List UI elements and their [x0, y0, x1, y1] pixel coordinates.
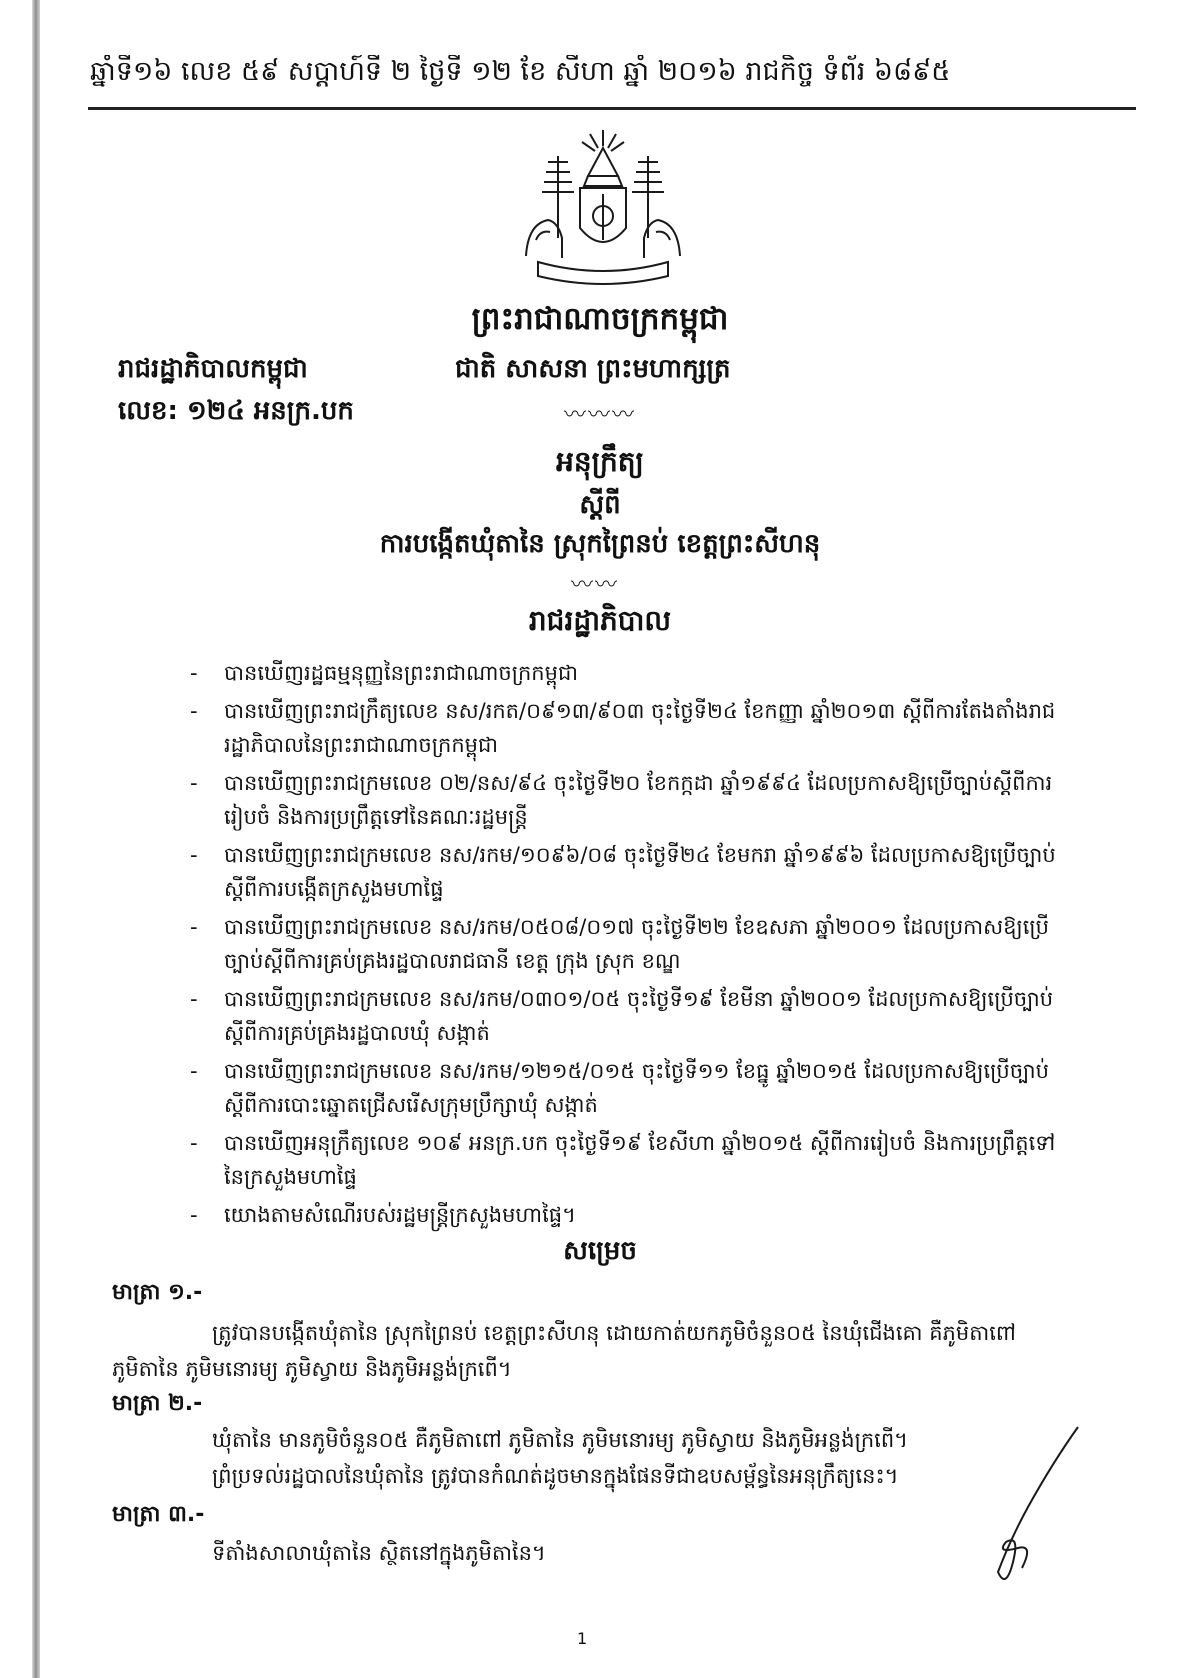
recital-text: បានឃើញព្រះរាជក្រមលេខ ០២/នស/៩៤ ចុះថ្ងៃទី២០ ខែកក្កដា ឆ្នាំ១៩៩៤ ដែលប្រកាសឱ្យប្រើច្បាប់ស្តីពីការរៀបចំ និងការប្រព្រឹត្តទៅនៃគណៈរដ្ឋមន្ត្រី — [224, 771, 1053, 829]
recital-item — [190, 766, 1060, 834]
gazette-header: ឆ្នាំទី១៦ លេខ ៥៩ សប្តាហ៍ទី ២ ថ្ងៃទី ១២ ខែ សីហា ឆ្នាំ ២០១៦ រាជកិច្ច ទំព័រ ៦៨៩៥ — [90, 56, 951, 87]
recitals-list — [190, 656, 1060, 1236]
bullet-dash: - — [190, 1203, 198, 1227]
recital-text: បានឃើញព្រះរាជក្រមលេខ នស/រកម/០៥០៨/០១៧ ចុះថ្ងៃទី២២ ខែឧសភា ឆ្នាំ២០០១ ដែលប្រកាសឱ្យប្រើច្បាប់ស្តីពីការគ្រប់គ្រងរដ្ឋបាលរាជធានី ខេត្ត ក្រុង ស្រុក ខណ្ឌ — [224, 915, 1049, 973]
bullet-dash: - — [190, 771, 198, 795]
recital-item — [190, 694, 1060, 762]
reference-number: លេខ: ១២៤ អនក្រ.បក — [118, 396, 354, 426]
article-1-text: ត្រូវបានបង្កើតឃុំតានៃ ស្រុកព្រៃនប់ ខេត្តព្រះសីហនុ ដោយកាត់យកភូមិចំនួន០៥ នៃឃុំជើងគោ គឺភូមិតាពៅ ភូមិតានៃ ភូមិមនោរម្យ ភូមិស្វាយ និងភូមិអន្លង់ក្រពើ។ — [112, 1321, 1016, 1381]
bullet-dash: - — [190, 1131, 198, 1155]
header-rule — [88, 107, 1136, 110]
article-3-text: ទីតាំងសាលាឃុំតានៃ ស្ថិតនៅក្នុងភូមិតានៃ។ — [212, 1541, 546, 1565]
signature-icon — [958, 1422, 1098, 1592]
recital-text: បានឃើញព្រះរាជក្រមលេខ នស/រកម/០៣០១/០៥ ចុះថ្ងៃទី១៩ ខែមីនា ឆ្នាំ២០០១ ដែលប្រកាសឱ្យប្រើច្បាប់ស្តីពីការគ្រប់គ្រងរដ្ឋបាលឃុំ សង្កាត់ — [224, 987, 1054, 1045]
bullet-dash: - — [190, 661, 198, 685]
recital-item — [190, 1126, 1060, 1194]
recital-item — [190, 982, 1060, 1050]
recital-text: បានឃើញព្រះរាជក្រមលេខ នស/រកម/១២១៥/០១៥ ចុះថ្ងៃទី១១ ខែធ្នូ ឆ្នាំ២០១៥ ដែលប្រកាសឱ្យប្រើច្បាប់ស្តីពីការបោះឆ្នោតជ្រើសរើសក្រុមប្រឹក្សាឃុំ សង្កាត់ — [224, 1059, 1049, 1117]
article-2-heading: មាត្រា ២.- — [112, 1391, 203, 1416]
recital-text: បានឃើញអនុក្រឹត្យលេខ ១០៩ អនក្រ.បក ចុះថ្ងៃទី១៩ ខែសីហា ឆ្នាំ២០១៥ ស្តីពីការរៀបចំ និងការប្រព្រឹត្តទៅនៃក្រសួងមហាផ្ទៃ — [224, 1131, 1056, 1189]
decree-about: ស្តីពី — [579, 490, 621, 520]
recital-item — [190, 910, 1060, 978]
bullet-dash: - — [190, 843, 198, 867]
article-3-heading: មាត្រា ៣.- — [112, 1502, 205, 1527]
recital-item — [190, 1054, 1060, 1122]
recital-text: បានឃើញព្រះរាជក្រមលេខ នស/រកម/១០៩៦/០៨ ចុះថ្ងៃទី២៤ ខែមករា ឆ្នាំ១៩៩៦ ដែលប្រកាសឱ្យប្រើច្បាប់ស្តីពីការបង្កើតក្រសួងមហាផ្ទៃ — [224, 843, 1056, 901]
ornament-divider: 〰〰〰 — [563, 403, 636, 428]
recital-text: បានឃើញព្រះរាជក្រឹត្យលេខ នស/រកត/០៩១៣/៩០៣ ចុះថ្ងៃទី២៤ ខែកញ្ញា ឆ្នាំ២០១៣ ស្តីពីការតែងតាំងរាជរដ្ឋាភិបាលនៃព្រះរាជាណាចក្រកម្ពុជា — [224, 699, 1056, 757]
bullet-dash: - — [190, 1059, 198, 1083]
royal-arms-emblem-icon — [518, 128, 688, 293]
bullet-dash: - — [190, 987, 198, 1011]
recital-item — [190, 656, 1060, 690]
page-number: 1 — [577, 1629, 588, 1648]
bullet-dash: - — [190, 699, 198, 723]
decree-subject: ការបង្កើតឃុំតានៃ ស្រុកព្រៃនប់ ខេត្តព្រះសីហនុ — [379, 529, 821, 559]
article-2-line-2: ព្រំប្រទល់រដ្ឋបាលនៃឃុំតានៃ ត្រូវបានកំណត់ដូចមានក្នុងផែនទីជាឧបសម្ព័ន្ធនៃអនុក្រឹត្យនេះ។ — [212, 1464, 899, 1488]
decision-heading: សម្រេច — [563, 1236, 637, 1266]
recital-item — [190, 838, 1060, 906]
national-motto: ជាតិ សាសនា ព្រះមហាក្សត្រ — [455, 354, 731, 384]
government-name: រាជរដ្ឋាភិបាលកម្ពុជា — [118, 354, 308, 384]
issuing-authority: រាជរដ្ឋាភិបាល — [528, 604, 672, 637]
decree-title: អនុក្រឹត្យ — [556, 445, 644, 478]
kingdom-title: ព្រះរាជាណាចក្រកម្ពុជា — [471, 301, 729, 337]
bullet-dash: - — [190, 915, 198, 939]
article-1-heading: មាត្រា ១.- — [112, 1280, 203, 1305]
scan-edge — [32, 0, 40, 1678]
recital-text: បានឃើញរដ្ឋធម្មនុញ្ញនៃព្រះរាជាណាចក្រកម្ពុជា — [224, 661, 578, 685]
recital-item — [190, 1198, 1060, 1232]
article-2-line-1: ឃុំតានៃ មានភូមិចំនួន០៥ គឺភូមិតាពៅ ភូមិតានៃ ភូមិមនោរម្យ ភូមិស្វាយ និងភូមិអន្លង់ក្រពើ។ — [212, 1428, 908, 1452]
recital-text: យោងតាមសំណើរបស់រដ្ឋមន្ត្រីក្រសួងមហាផ្ទៃ។ — [224, 1203, 576, 1227]
ornament-divider: 〰〰 — [570, 573, 619, 598]
